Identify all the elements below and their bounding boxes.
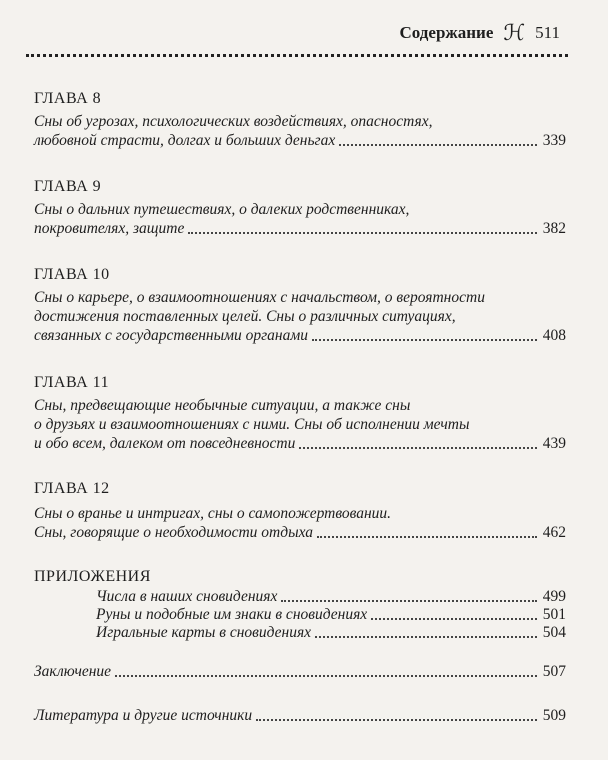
entry-line: Сны о вранье и интригах, сны о самопожертвовании.: [34, 505, 392, 522]
appendix-item[interactable]: [96, 624, 566, 642]
appendix-item-text: Руны и подобные им знаки в сновидениях: [96, 606, 368, 623]
entry-line: достижения поставленных целей. Сны о различных ситуациях,: [34, 308, 456, 325]
entry-line: Сны об угрозах, психологических воздействиях, опасностях,: [34, 113, 433, 130]
running-head: [400, 22, 560, 44]
section-title: Содержание: [399, 23, 494, 42]
entry-page: 408: [542, 327, 566, 344]
leader-dots: [317, 536, 537, 538]
leader-dots: [299, 447, 536, 449]
literature-text: Литература и другие источники: [34, 707, 253, 724]
leader-dots: [115, 675, 537, 677]
leader-dots: [371, 618, 537, 620]
entry-page: 462: [542, 524, 566, 541]
appendix-item-page: 501: [542, 606, 566, 623]
chapter-8-entry[interactable]: [34, 112, 566, 150]
chapter-12-title: ГЛАВА 12: [34, 480, 110, 497]
entry-line: связанных с государственными органами: [34, 327, 308, 344]
leader-dots: [256, 719, 537, 721]
appendix-item[interactable]: [96, 588, 566, 606]
entry-line: любовной страсти, долгах и больших деньгах: [34, 132, 336, 149]
header-dotted-rule: [26, 54, 568, 57]
chapter-9-title: ГЛАВА 9: [34, 178, 102, 195]
conclusion-page: 507: [542, 663, 566, 680]
literature-page: 509: [542, 707, 566, 724]
appendix-item-page: 499: [542, 588, 566, 605]
appendix-item-text: Игральные карты в сновидениях: [96, 624, 312, 641]
chapter-10-entry[interactable]: [34, 288, 566, 345]
entry-line: Сны, говорящие о необходимости отдыха: [34, 524, 313, 541]
entry-line: Сны, предвещающие необычные ситуации, а также сны: [34, 397, 411, 414]
appendix-item[interactable]: [96, 606, 566, 624]
entry-line: и обо всем, далеком от повседневности: [34, 435, 296, 452]
entry-line: Сны о карьере, о взаимоотношениях с начальством, о вероятности: [34, 289, 485, 306]
appendix-item-page: 504: [542, 624, 566, 641]
leader-dots: [315, 636, 537, 638]
leader-dots: [188, 232, 536, 234]
chapter-11-title: ГЛАВА 11: [34, 374, 110, 391]
literature-entry[interactable]: [34, 706, 566, 725]
entry-line: покровителях, защите: [34, 220, 185, 237]
chapter-11-entry[interactable]: [34, 396, 566, 453]
leader-dots: [312, 339, 537, 341]
leader-dots: [339, 144, 537, 146]
conclusion-entry[interactable]: [34, 662, 566, 681]
conclusion-text: Заключение: [34, 663, 112, 680]
appendix-title: ПРИЛОЖЕНИЯ: [34, 568, 151, 585]
ornament-icon: ℋ: [503, 20, 526, 45]
chapter-12-entry[interactable]: [34, 504, 566, 542]
entry-line: о друзьях и взаимоотношениях с ними. Сны об исполнении мечты: [34, 416, 470, 433]
chapter-9-entry[interactable]: [34, 200, 566, 238]
appendix-item-text: Числа в наших сновидениях: [96, 588, 278, 605]
chapter-10-title: ГЛАВА 10: [34, 266, 110, 283]
entry-page: 382: [542, 220, 566, 237]
entry-line: Сны о дальних путешествиях, о далеких родственниках,: [34, 201, 410, 218]
chapter-8-title: ГЛАВА 8: [34, 90, 102, 107]
entry-page: 439: [542, 435, 566, 452]
page-number: 511: [535, 23, 560, 42]
leader-dots: [281, 600, 536, 602]
entry-page: 339: [542, 132, 566, 149]
